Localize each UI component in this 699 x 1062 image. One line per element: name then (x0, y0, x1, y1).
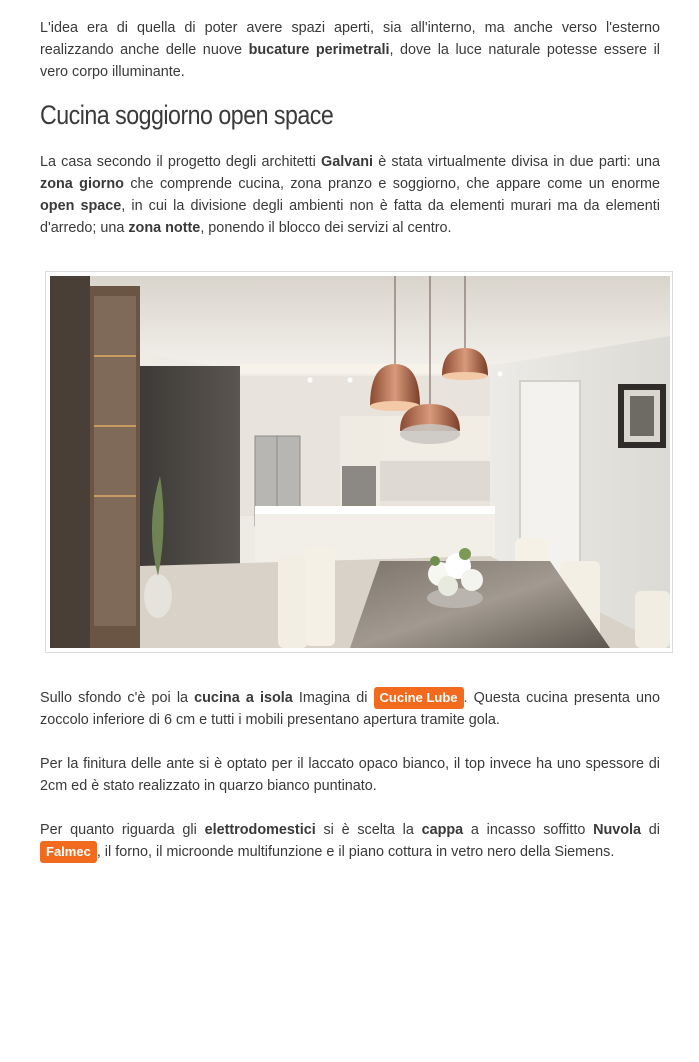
falmec-link[interactable]: Falmec (40, 841, 97, 863)
bold-span: cucina a isola (194, 690, 293, 706)
kitchen-photo (50, 276, 670, 648)
bold-span: zona notte (128, 220, 201, 236)
text-span: è stata virtualmente divisa in due parti: una (373, 154, 660, 170)
text-span: a incasso soffitto (463, 822, 594, 838)
text-span: che comprende cucina, zona pranzo e soggiorno, che appare come un enorme (123, 176, 660, 192)
bold-span: cappa (421, 822, 464, 838)
intro-paragraph (40, 17, 660, 83)
layout-paragraph (40, 151, 660, 239)
text-span: , ponendo il blocco dei servizi al centro. (200, 220, 452, 236)
text-span: La casa secondo il progetto degli architetti (40, 154, 322, 170)
text-span: Imagina di (292, 690, 374, 706)
bold-span: Nuvola (593, 822, 642, 838)
bold-span: bucature perimetrali (248, 42, 390, 58)
kitchen-photo-frame (45, 271, 673, 653)
bold-span: open space (40, 198, 122, 214)
text-span: , in cui la divisione degli ambienti non è fatta da elementi murari ma da elementi d'arredo; una (40, 198, 660, 236)
finish-paragraph: Per la finitura delle ante si è optato per il laccato opaco bianco, il top invece ha uno spessore di 2cm ed è stato realizzato in quarzo bianco puntinato. (40, 756, 660, 794)
text-span: Per quanto riguarda gli (40, 822, 205, 838)
text-span: . Questa cucina presenta uno zoccolo inferiore di 6 cm e tutti i mobili presentano apertura tramite gola. (40, 690, 660, 728)
text-span: di (641, 822, 661, 838)
bold-span: zona giorno (40, 176, 124, 192)
bold-span: elettrodomestici (204, 822, 316, 838)
text-span: si è scelta la (315, 822, 422, 838)
section-heading: Cucina soggiorno open space (40, 100, 334, 130)
text-span: , dove la luce naturale potesse essere il vero corpo illuminante. (40, 42, 660, 80)
cucine-lube-link[interactable]: Cucine Lube (374, 687, 464, 709)
bold-span: Galvani (321, 154, 374, 170)
text-span: Sullo sfondo c'è poi la (40, 690, 195, 706)
appliances-paragraph (40, 819, 660, 863)
kitchen-paragraph (40, 687, 660, 731)
text-span: , il forno, il microonde multifunzione e il piano cottura in vetro nero della Siemens. (96, 844, 615, 860)
text-span: L'idea era di quella di poter avere spazi aperti, sia all'interno, ma anche verso l'esterno realizzando anche delle nuove (40, 20, 660, 58)
